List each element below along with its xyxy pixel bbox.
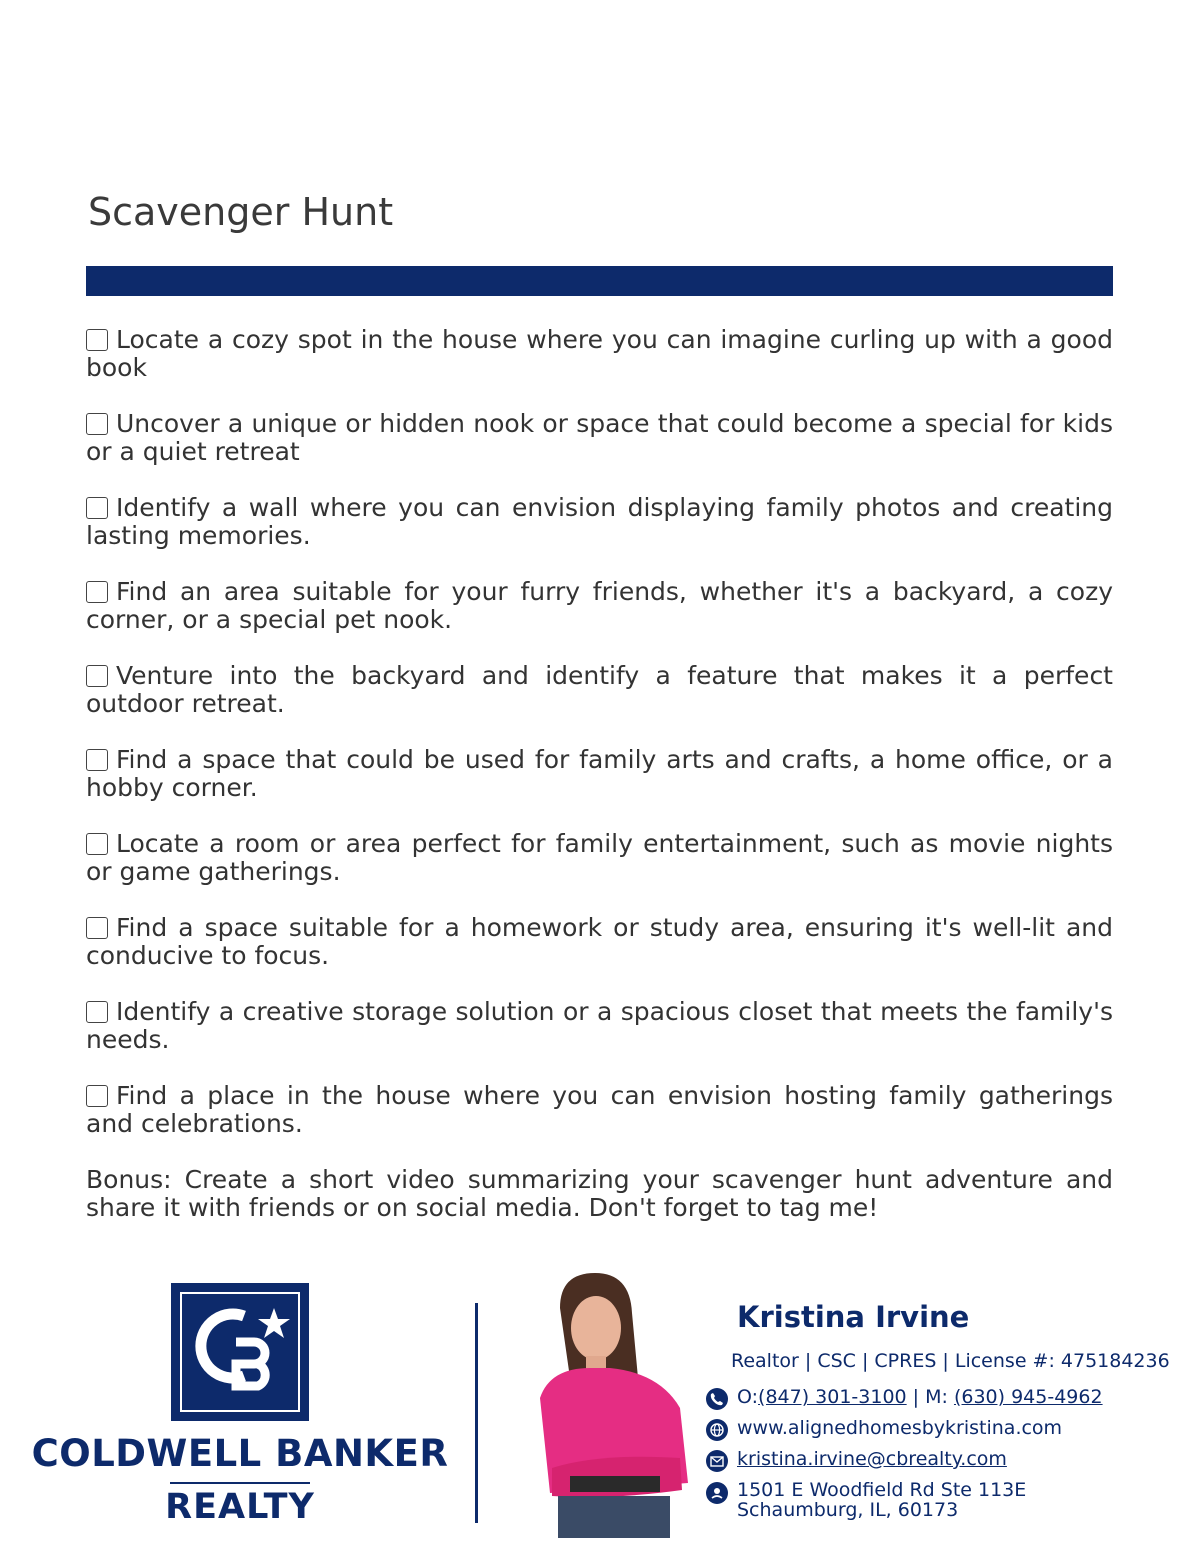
mobile-phone-link[interactable]: (630) 945-4962 xyxy=(953,1386,1103,1408)
page-title: Scavenger Hunt xyxy=(88,190,394,234)
website-link[interactable]: www.alignedhomesbykristina.com xyxy=(737,1417,1063,1439)
phone-row xyxy=(706,1386,1103,1408)
office-label: O: xyxy=(737,1386,759,1408)
office-phone-link[interactable]: (847) 301-3100 xyxy=(758,1386,907,1408)
cb-monogram-icon xyxy=(174,1286,306,1418)
item-text: Venture into the backyard and identify a feature that makes it a perfect outdoor retreat. xyxy=(86,661,1113,718)
website-row xyxy=(706,1417,1062,1439)
coldwell-banker-logo xyxy=(171,1283,309,1421)
item-text: Find an area suitable for your furry friends, whether it's a backyard, a cozy corner, or a special pet nook. xyxy=(86,577,1113,634)
agent-name: Kristina Irvine xyxy=(737,1300,970,1334)
list-item xyxy=(86,322,1113,406)
list-item xyxy=(86,910,1113,994)
address-line-2: Schaumburg, IL, 60173 xyxy=(737,1499,959,1521)
checkbox[interactable] xyxy=(86,917,108,939)
email-link[interactable]: kristina.irvine@cbrealty.com xyxy=(737,1448,1007,1470)
checkbox[interactable] xyxy=(86,833,108,855)
item-text: Find a space suitable for a homework or study area, ensuring it's well-lit and conducive to focus. xyxy=(86,913,1113,970)
bonus-text: Bonus: Create a short video summarizing your scavenger hunt adventure and share it with friends or on social media. Don't forget to tag me! xyxy=(86,1165,1113,1222)
list-item xyxy=(86,742,1113,826)
checkbox[interactable] xyxy=(86,1085,108,1107)
mail-icon xyxy=(706,1450,728,1472)
checkbox[interactable] xyxy=(86,497,108,519)
item-text: Locate a room or area perfect for family entertainment, such as movie nights or game gatherings. xyxy=(86,829,1113,886)
phone-icon xyxy=(706,1388,728,1410)
checkbox[interactable] xyxy=(86,1001,108,1023)
list-item xyxy=(86,658,1113,742)
mobile-label: | M: xyxy=(906,1386,954,1408)
brand-subname: REALTY xyxy=(165,1487,315,1527)
item-text: Identify a creative storage solution or a spacious closet that meets the family's needs. xyxy=(86,997,1113,1054)
agent-photo xyxy=(530,1268,695,1538)
list-item xyxy=(86,994,1113,1078)
address-line-1: 1501 E Woodfield Rd Ste 113E xyxy=(737,1479,1027,1501)
item-text: Uncover a unique or hidden nook or space that could become a special for kids or a quiet retreat xyxy=(86,409,1113,466)
checkbox[interactable] xyxy=(86,749,108,771)
item-text: Find a place in the house where you can envision hosting family gatherings and celebrations. xyxy=(86,1081,1113,1138)
email-row xyxy=(706,1448,1007,1470)
item-text: Find a space that could be used for family arts and crafts, a home office, or a hobby corner. xyxy=(86,745,1113,802)
list-item xyxy=(86,490,1113,574)
list-item xyxy=(86,1078,1113,1162)
checklist xyxy=(86,322,1113,1222)
list-item xyxy=(86,826,1113,910)
item-text: Identify a wall where you can envision displaying family photos and creating lasting memories. xyxy=(86,493,1113,550)
checkbox[interactable] xyxy=(86,413,108,435)
agent-credentials: Realtor | CSC | CPRES | License #: 475184236 xyxy=(731,1350,1170,1372)
location-pin-icon xyxy=(706,1482,728,1504)
checkbox[interactable] xyxy=(86,581,108,603)
list-item xyxy=(86,406,1113,490)
brand-name: COLDWELL BANKER xyxy=(31,1432,449,1475)
item-text: Locate a cozy spot in the house where you can imagine curling up with a good book xyxy=(86,325,1113,382)
address-row xyxy=(706,1480,1026,1520)
brand-divider xyxy=(170,1482,310,1484)
vertical-divider xyxy=(475,1303,478,1523)
globe-icon xyxy=(706,1419,728,1441)
checkbox[interactable] xyxy=(86,665,108,687)
checkbox[interactable] xyxy=(86,329,108,351)
list-item xyxy=(86,574,1113,658)
header-bar xyxy=(86,266,1113,296)
